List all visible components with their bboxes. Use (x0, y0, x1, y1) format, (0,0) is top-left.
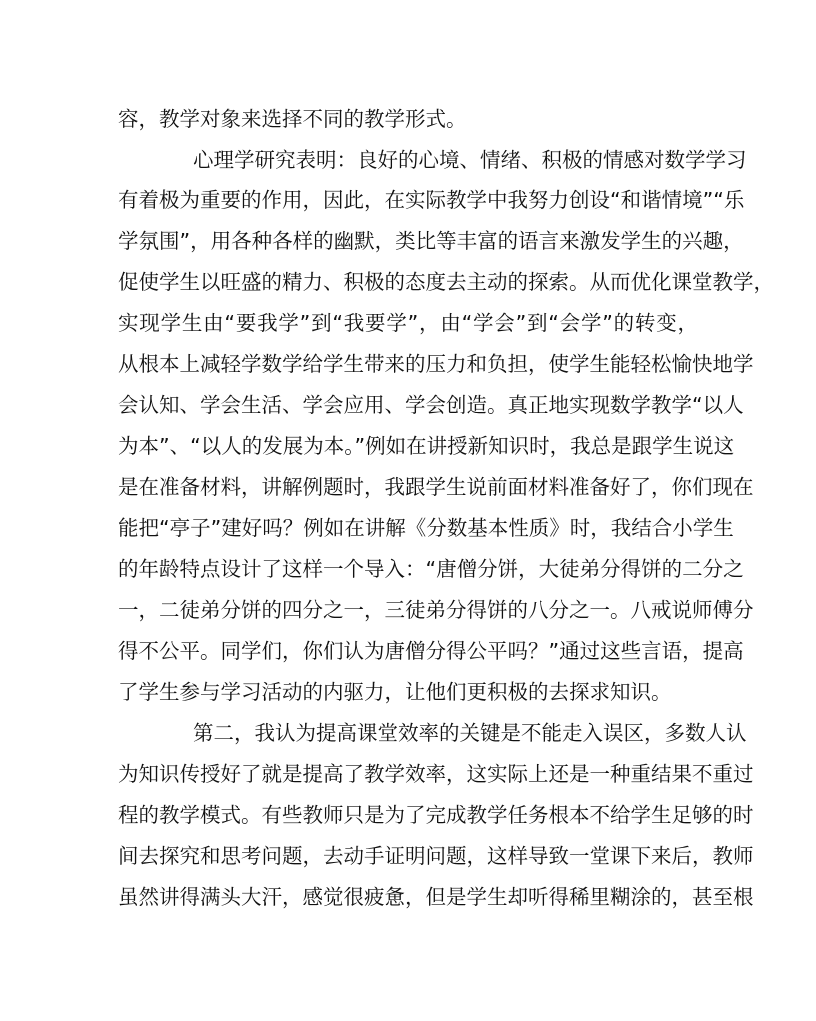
text-line: 有着极为重要的作用，因此，在实际教学中我努力创设“和谐情境”“乐 (118, 188, 745, 212)
text-line: 了学生参与学习活动的内驱力，让他们更积极的去探求知识。 (118, 680, 672, 704)
text-line: 心理学研究表明：良好的心境、情绪、积极的情感对数学学习 (193, 148, 747, 172)
text-line: 是在准备材料，讲解例题时，我跟学生说前面材料准备好了，你们现在 (118, 475, 754, 499)
text-line: 得不公平。同学们，你们认为唐僧分得公平吗？”通过这些言语，提高 (118, 639, 744, 663)
text-line: 第二，我认为提高课堂效率的关键是不能走入误区，多数人认 (193, 721, 747, 745)
text-line: 容，教学对象来选择不同的教学形式。 (118, 107, 467, 131)
text-line: 为本”、“以人的发展为本。”例如在讲授新知识时，我总是跟学生说这 (118, 434, 735, 458)
text-line: 会认知、学会生活、学会应用、学会创造。真正地实现数学教学“以人 (118, 393, 744, 417)
text-line: 一，二徒弟分饼的四分之一，三徒弟分得饼的八分之一。八戒说师傅分 (118, 598, 754, 622)
text-line: 实现学生由“要我学”到“我要学”，由“学会”到“会学”的转变， (118, 311, 698, 335)
text-line: 虽然讲得满头大汗，感觉很疲惫，但是学生却听得稀里糊涂的，甚至根 (118, 885, 754, 909)
text-line: 能把“亭子”建好吗？例如在讲解《分数基本性质》时，我结合小学生 (118, 516, 734, 540)
text-line: 从根本上减轻学数学给学生带来的压力和负担，使学生能轻松愉快地学 (118, 352, 754, 376)
text-line: 程的教学模式。有些教师只是为了完成教学任务根本不给学生足够的时 (118, 803, 754, 827)
text-line: 促使学生以旺盛的精力、积极的态度去主动的探索。从而优化课堂教学， (118, 270, 774, 294)
text-line: 学氛围”，用各种各样的幽默，类比等丰富的语言来激发学生的兴趣， (118, 229, 744, 253)
text-line: 为知识传授好了就是提高了教学效率，这实际上还是一种重结果不重过 (118, 762, 754, 786)
text-line: 间去探究和思考问题，去动手证明问题，这样导致一堂课下来后，教师 (118, 844, 754, 868)
text-line: 的年龄特点设计了这样一个导入：“唐僧分饼，大徒弟分得饼的二分之 (118, 557, 744, 581)
